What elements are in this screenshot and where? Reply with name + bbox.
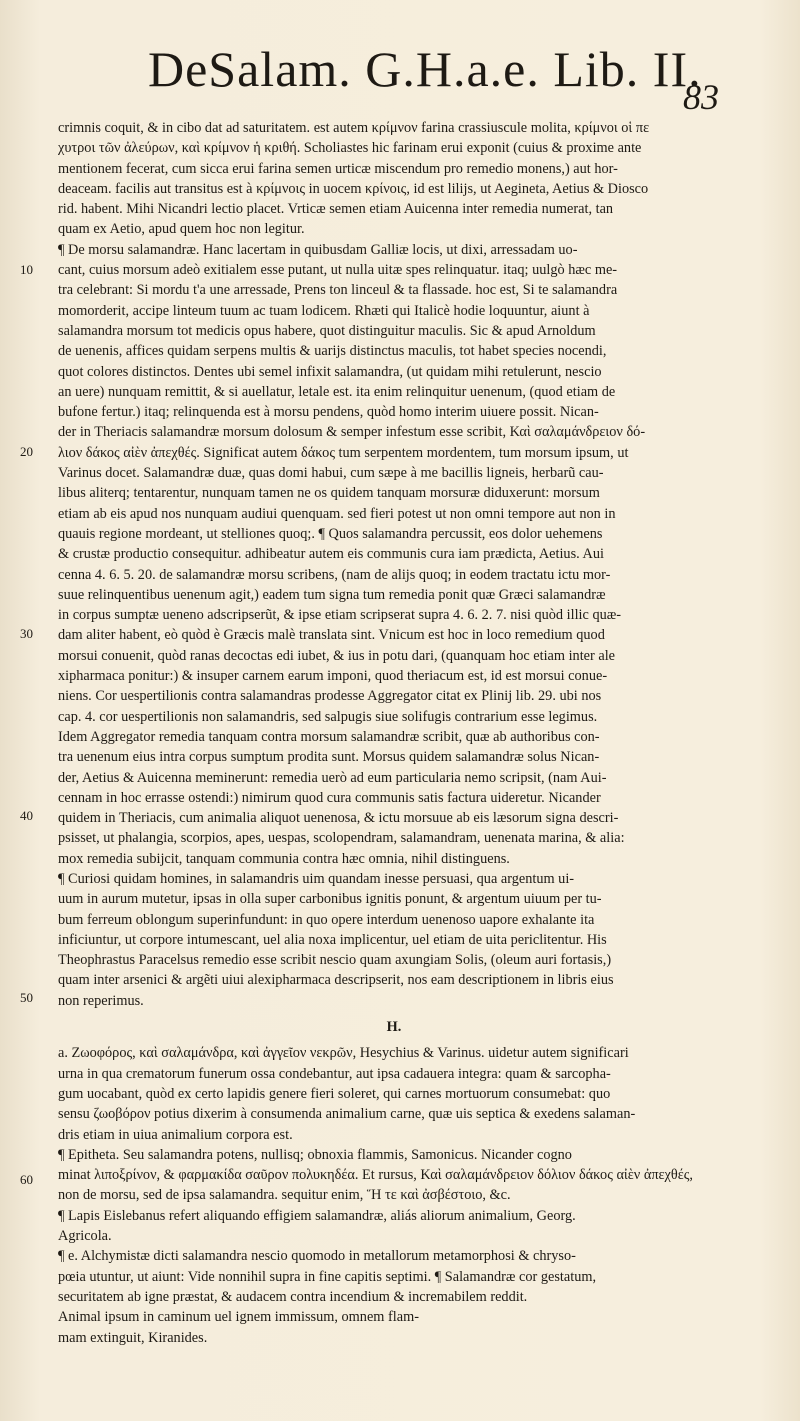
text-line: in corpus sumptæ ueneno adscripserũt, & ipse etiam scripserat supra 4. 6. 2. 7. nisi quòd illic quæ- (58, 607, 622, 624)
text-line: bufone fertur.) itaq; relinquenda est à morsu pendens, quòd homo interim uiuere possit. Nican- (58, 404, 599, 421)
text-line: χυτροι τῶν ἀλεύρων, καὶ κρίμνον ἡ κριθή. Scholiastes hic farinam erui exponit (cuius & proxime ante (58, 140, 642, 157)
text-line: non reperimus. (58, 992, 144, 1009)
text-line: mox remedia subijcit, tanquam communia contra hæc omnia, nihil distinguens. (58, 850, 510, 867)
text-line: cap. 4. cor uespertilionis non salamandris, sed salpugis siue solifugis contrarium esse legimus. (58, 708, 598, 725)
text-line: mam extinguit, Kiranides. (58, 1329, 208, 1346)
page-header (148, 40, 748, 117)
text-line: quauis regione mordeant, ut stelliones quoq;. ¶ Quos salamandra percussit, eos dolor uehemens (58, 525, 603, 542)
margin-line-number: 50 (20, 990, 33, 1005)
text-line: an uere) nunquam remittit, & si auellatur, letale est. ita enim relinquitur uenenum, (quod etiam de (58, 383, 616, 400)
margin-line-number: 20 (20, 444, 33, 459)
text-line: ¶ De morsu salamandræ. Hanc lacertam in quibusdam Galliæ locis, ut dixi, arressadam uo- (58, 241, 578, 258)
text-line: ¶ Curiosi quidam homines, in salamandris uim quandam inesse persuasi, qua argentum ui- (58, 870, 575, 887)
text-line: securitatem ab igne præstat, & audacem contra incendium & incremabilem reddit. (58, 1288, 528, 1305)
margin-line-number: 10 (20, 262, 33, 277)
text-line: psisset, ut phalangia, scorpios, apes, uespas, scolopendram, salamandram, uenenata marina, & alia: (58, 830, 625, 847)
margin-line-number: 60 (20, 1172, 33, 1187)
page-number: 83 (683, 77, 719, 117)
text-line: Agricola. (58, 1228, 112, 1245)
text-line: Animal ipsum in caminum uel ignem immissum, omnem flam- (58, 1309, 419, 1326)
margin-line-number: 30 (20, 626, 33, 641)
text-line: cenna 4. 6. 5. 20. de salamandræ morsu scribens, (nam de alijs quoq; in eodem tractatu ictu mor- (58, 566, 611, 583)
text-line: dris etiam in uiua animalium corpora est. (58, 1126, 293, 1143)
text-line: & crustæ productio consequitur. adhibeatur autem eis communis cura iam prædicta, Aetius. Aui (58, 546, 604, 563)
text-line: libus aliterq; tentarentur, nunquam tamen ne os quidem tanquam morsuræ diduxerunt: morsum (58, 485, 600, 502)
section-heading: H. (386, 1019, 402, 1036)
text-line: rid. habent. Mihi Nicandri lectio placet. Vrticæ semen etiam Auicenna inter remedia numerat, tan (58, 201, 614, 218)
text-block-2 (58, 1043, 730, 1347)
text-line: quam ex Aetio, apud quem hoc non legitur. (58, 221, 305, 238)
text-line: der in Theriacis salamandræ morsum dolosum & semper infestum esse scribit, Καὶ σαλαμάνδρειον δό- (58, 424, 646, 441)
running-head: DeSalam. G.H.a.e. Lib. II. (148, 41, 702, 97)
text-line: quidem in Theriacis, cum animalia aliquot uenenosa, & ictu morsuue ab eis læsorum signa descri- (58, 810, 619, 827)
text-line: deaceam. facilis aut transitus est à κρίμνοις in uocem κρίνοις, id est lilijs, ut Aegineta, Aetius & Diosco (58, 180, 649, 197)
text-line: ¶ e. Alchymistæ dicti salamandra nescio quomodo in metallorum metamorphosi & chryso- (58, 1248, 576, 1265)
text-line: cant, cuius morsum adeò exitialem esse putant, ut nulla uitæ spes relinquatur. itaq; uulgò hæc me- (58, 262, 618, 279)
text-block-1 (58, 118, 730, 1011)
text-line: quam inter arsenici & argẽti uiui alexipharmaca descripserit, nos eam descriptionem in libris eius (58, 972, 614, 989)
text-line: crimnis coquit, & in cibo dat ad saturitatem. est autem κρίμνον farina crassiuscule molita, κρίμνοι οἱ πε (58, 120, 650, 136)
text-line: gum uocabant, quòd ex certo lapidis genere fieri soleret, qui carnes mortuorum consumebat: quo (58, 1085, 611, 1102)
text-line: cennam in hoc errasse ostendi:) nimirum quod cura communis satis factura uideretur. Nicander (58, 789, 601, 806)
text-line: etiam ab eis apud nos nunquam audiui quenquam. sed fieri potest ut non omni tempore aut non in (58, 505, 616, 522)
text-line: quot colores distinctos. Dentes ubi semel infixit salamandra, (ut quidam mihi retulerunt, nescio (58, 363, 602, 380)
main-text (58, 118, 730, 1348)
text-line: de uenenis, affices quidam serpens multis & uarijs distinctus maculis, tot habet species nocendi, (58, 343, 607, 360)
text-line: der, Aetius & Auicenna meminerunt: remedia uerò ad eum particularia nemo scripsit, (nam Aui- (58, 769, 607, 786)
text-line: urna in qua crematorum funerum ossa condebantur, aut ipsa cadauera integra: quam & sarcopha- (58, 1065, 611, 1082)
text-line: ¶ Lapis Eislebanus refert aliquando effigiem salamandræ, aliás aliorum animalium, Georg. (58, 1207, 576, 1224)
text-line: minat λιποξρίνον, & φαρμακίδα σαῦρον πολυκηδέα. Et rursus, Καὶ σαλαμάνδρειον δόλιον δάκος αἰὲν ἀπεχθές, (58, 1167, 693, 1184)
text-line: morsui conuenit, quòd ranas decoctas edi iubet, & ius in potu dari, (quanquam hoc etiam inter ale (58, 647, 616, 664)
text-line: non de morsu, sed de ipsa salamandra. sequitur enim, Ἥ τε καὶ ἀσβέστοιο, &c. (58, 1187, 511, 1204)
margin-line-number: 40 (20, 808, 33, 823)
text-line: tra celebrant: Si mordu t'a une arressade, Prens ton linceul & ta flassade. hoc est, Si te salamandra (58, 282, 618, 299)
text-line: momorderit, accipe linteum tuum ac tuam lodicem. Rhæti qui Italicè hodie loquuntur, aiunt à (58, 302, 590, 319)
text-line: mentionem fecerat, cum sicca erui farina semen urticæ miscendum pro remedio monens,) aut hor- (58, 160, 618, 177)
text-line: λιον δάκος αἰὲν ἀπεχθές. Significat autem δάκος tum serpentem mordentem, tum morsum ipsum, ut (58, 444, 629, 461)
text-line: a. Ζωοφόρος, καὶ σαλαμάνδρα, καὶ ἀγγεῖον νεκρῶν, Hesychius & Varinus. uidetur autem significari (58, 1045, 629, 1062)
text-line: Varinus docet. Salamandræ duæ, quas domi habui, cum sæpe à me bacillis ligneis, herbarũ cau- (58, 465, 604, 482)
text-line: suue relinquentibus uenenum agit,) eadem tum signa tum remedia ponit quæ Græci salamandræ (58, 586, 606, 603)
text-line: Theophrastus Paracelsus remedio esse scribit nescio quam axungiam Solis, (oleum auri fortasis,) (58, 952, 612, 969)
text-line: salamandra morsum tot medicis opus habere, quot distinguitur maculis. Sic & apud Arnoldum (58, 322, 596, 339)
text-line: Idem Aggregator remedia tanquam contra morsum salamandræ scribit, quæ ab authoribus con- (58, 728, 600, 745)
text-line: xipharmaca ponitur:) & insuper carnem earum imponi, quod theriacum est, id est morsui conue- (58, 668, 608, 685)
text-line: pœia utuntur, ut aiunt: Vide nonnihil supra in fine capitis septimi. ¶ Salamandræ cor gestatum, (58, 1268, 597, 1285)
text-line: sensu ζωοβόρον potius dixerim à consumenda animalium carne, quæ uis septica & exedens salaman- (58, 1106, 636, 1123)
text-line: dam aliter habent, eò quòd è Græcis malè translata sint. Vnicum est hoc in loco remedium quod (58, 627, 605, 644)
text-line: ¶ Epitheta. Seu salamandra potens, nullisq; obnoxia flammis, Samonicus. Nicander cogno (58, 1146, 572, 1163)
text-line: uum in aurum mutetur, ipsas in olla super carbonibus ignitis ponunt, & argentum uiuum per tu- (58, 891, 602, 908)
text-line: tra uenenum eius intra corpus sumptum prodita sunt. Morsus quidem salamandræ solus Nican- (58, 749, 600, 766)
text-line: inficiuntur, ut corpore intumescant, uel alia noxa implicentur, uel etiam de uita periclitentur. His (58, 931, 607, 948)
text-line: bum ferreum oblongum superinfundunt: in quo opere interdum uenenoso uapore exhalante ita (58, 911, 595, 928)
text-line: niens. Cor uespertilionis contra salamandras prodesse Aggregator citat ex Plinij lib. 29. ubi nos (58, 688, 602, 705)
